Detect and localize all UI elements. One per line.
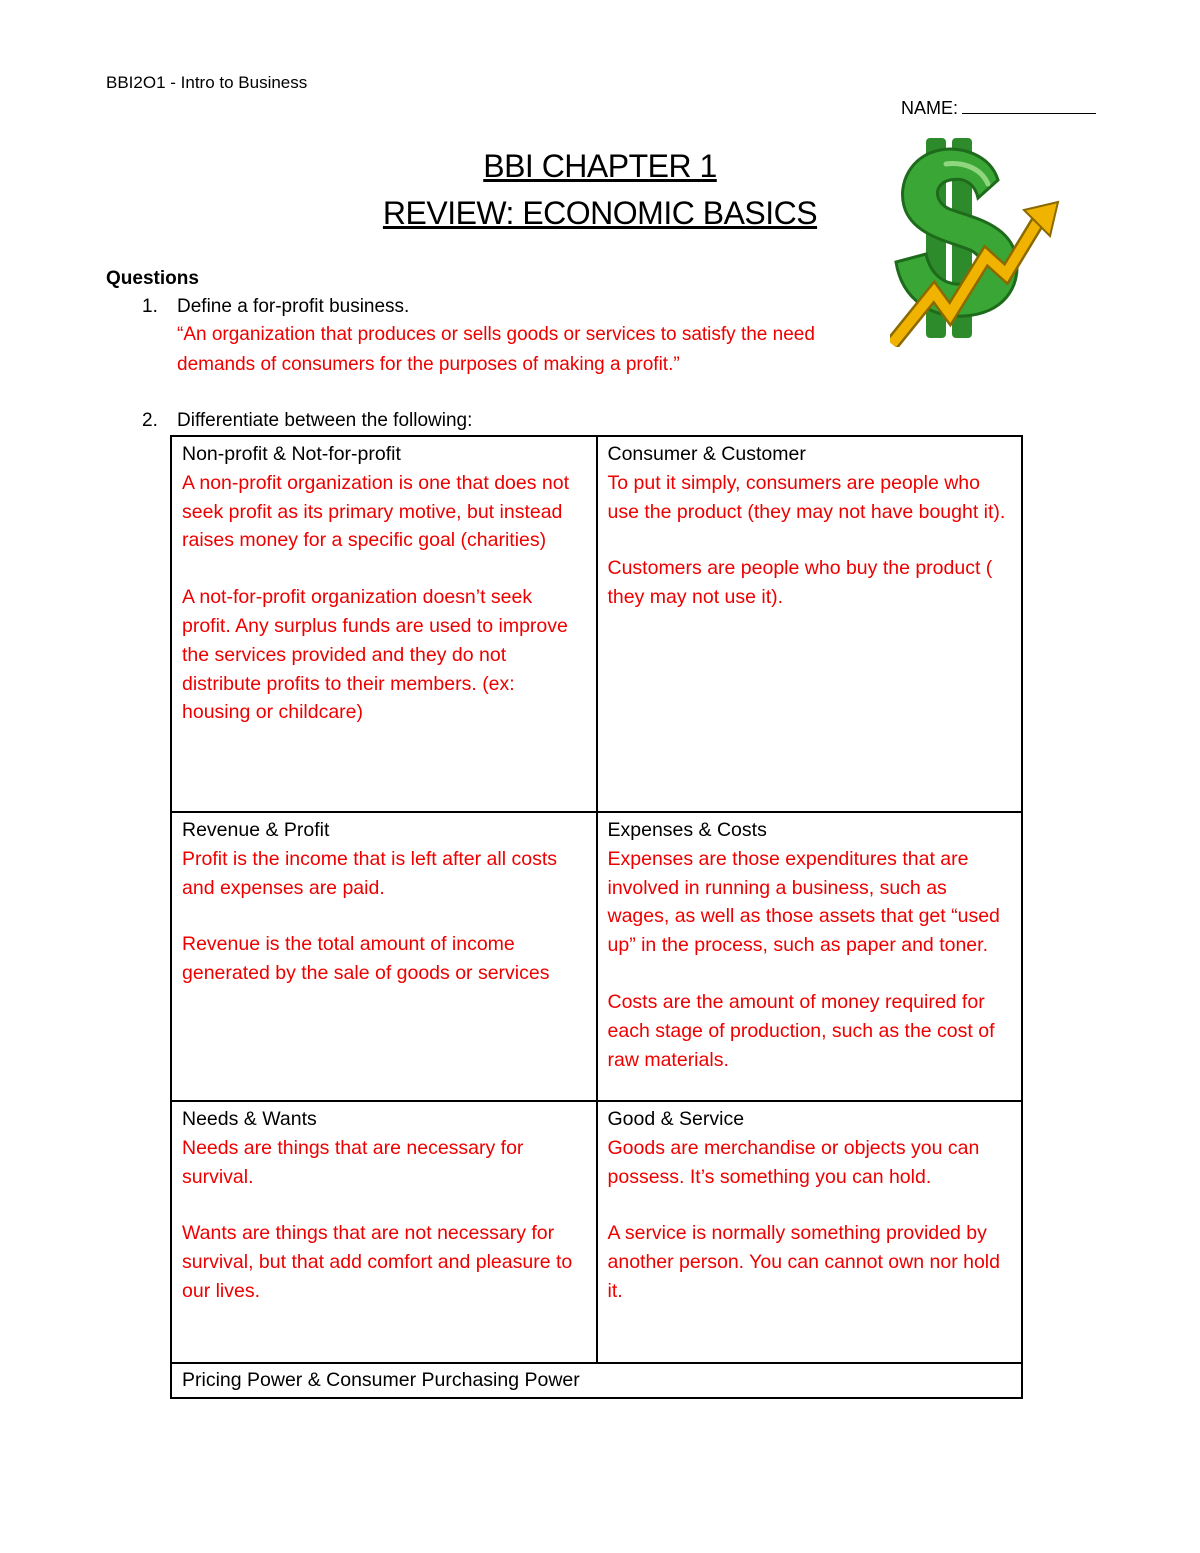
table-cell-expenses	[597, 812, 1023, 1101]
cell-answer: Revenue is the total amount of income generated by the sale of goods or services	[182, 933, 550, 985]
cell-heading: Expenses & Costs	[607, 819, 767, 841]
questions-heading: Questions	[106, 268, 199, 289]
cell-heading: Revenue & Profit	[182, 819, 330, 841]
table-cell-nonprofit	[171, 436, 597, 812]
cell-answer: A non-profit organization is one that does not seek profit as its primary motive, but instead raises money for a specific goal (charities)	[182, 471, 570, 552]
cell-answer: Goods are merchandise or objects you can possess. It’s something you can hold.	[607, 1136, 980, 1188]
page-title-line2: REVIEW: ECONOMIC BASICS	[382, 195, 818, 231]
name-blank-line[interactable]	[962, 97, 1096, 114]
cell-heading: Consumer & Customer	[607, 443, 806, 465]
table-row	[171, 1363, 1022, 1398]
cell-answer: Customers are people who buy the product ( they may not use it).	[607, 557, 993, 609]
cell-answer: Profit is the income that is left after all costs and expenses are paid.	[182, 847, 557, 899]
cell-heading: Good & Service	[607, 1108, 745, 1130]
page-title-line1: BBI CHAPTER 1	[483, 148, 717, 184]
table-cell-goods	[597, 1101, 1023, 1363]
table-row	[171, 1101, 1022, 1363]
question-1-answer-line2: demands of consumers for the purposes of making a profit.”	[177, 354, 680, 375]
course-header: BBI2O1 - Intro to Business	[106, 73, 308, 92]
question-1-answer-line1: “An organization that produces or sells goods or services to satisfy the need	[177, 324, 815, 345]
table-cell-revenue	[171, 812, 597, 1101]
question-1-number: 1.	[142, 296, 158, 317]
differentiation-table	[170, 435, 1023, 1399]
question-2-number: 2.	[142, 410, 158, 431]
table-cell-consumer	[597, 436, 1023, 812]
name-field	[901, 97, 1096, 119]
cell-answer: Expenses are those expenditures that are involved in running a business, such as wages, as well as those assets that get “used up” in the process, such as paper and toner.	[607, 847, 1000, 957]
cell-answer: Wants are things that are not necessary for survival, but that add comfort and pleasure to our lives.	[182, 1222, 573, 1302]
question-2-text: Differentiate between the following:	[177, 410, 473, 431]
table-cell-pricing-power	[171, 1363, 1022, 1398]
cell-answer: Costs are the amount of money required for each stage of production, such as the cost of raw materials.	[607, 990, 995, 1071]
table-row	[171, 436, 1022, 812]
cell-answer: To put it simply, consumers are people who use the product (they may not have bought it).	[607, 471, 1006, 523]
cell-answer: A not-for-profit organization doesn’t seek profit. Any surplus funds are used to improve the services provided and they do not distribute profits to their members. (ex: housing or childcare)	[182, 586, 568, 724]
cell-heading: Non-profit & Not-for-profit	[182, 443, 401, 465]
table-row	[171, 812, 1022, 1101]
cell-heading: Pricing Power & Consumer Purchasing Power	[182, 1369, 580, 1391]
cell-answer: Needs are things that are necessary for survival.	[182, 1136, 524, 1188]
question-1-text: Define a for-profit business.	[177, 296, 410, 317]
table-cell-needs	[171, 1101, 597, 1363]
name-label: NAME:	[901, 98, 959, 118]
cell-heading: Needs & Wants	[182, 1108, 317, 1130]
cell-answer: A service is normally something provided by another person. You can cannot own nor hold it.	[607, 1222, 1000, 1302]
dollar-growth-icon	[890, 132, 1060, 347]
